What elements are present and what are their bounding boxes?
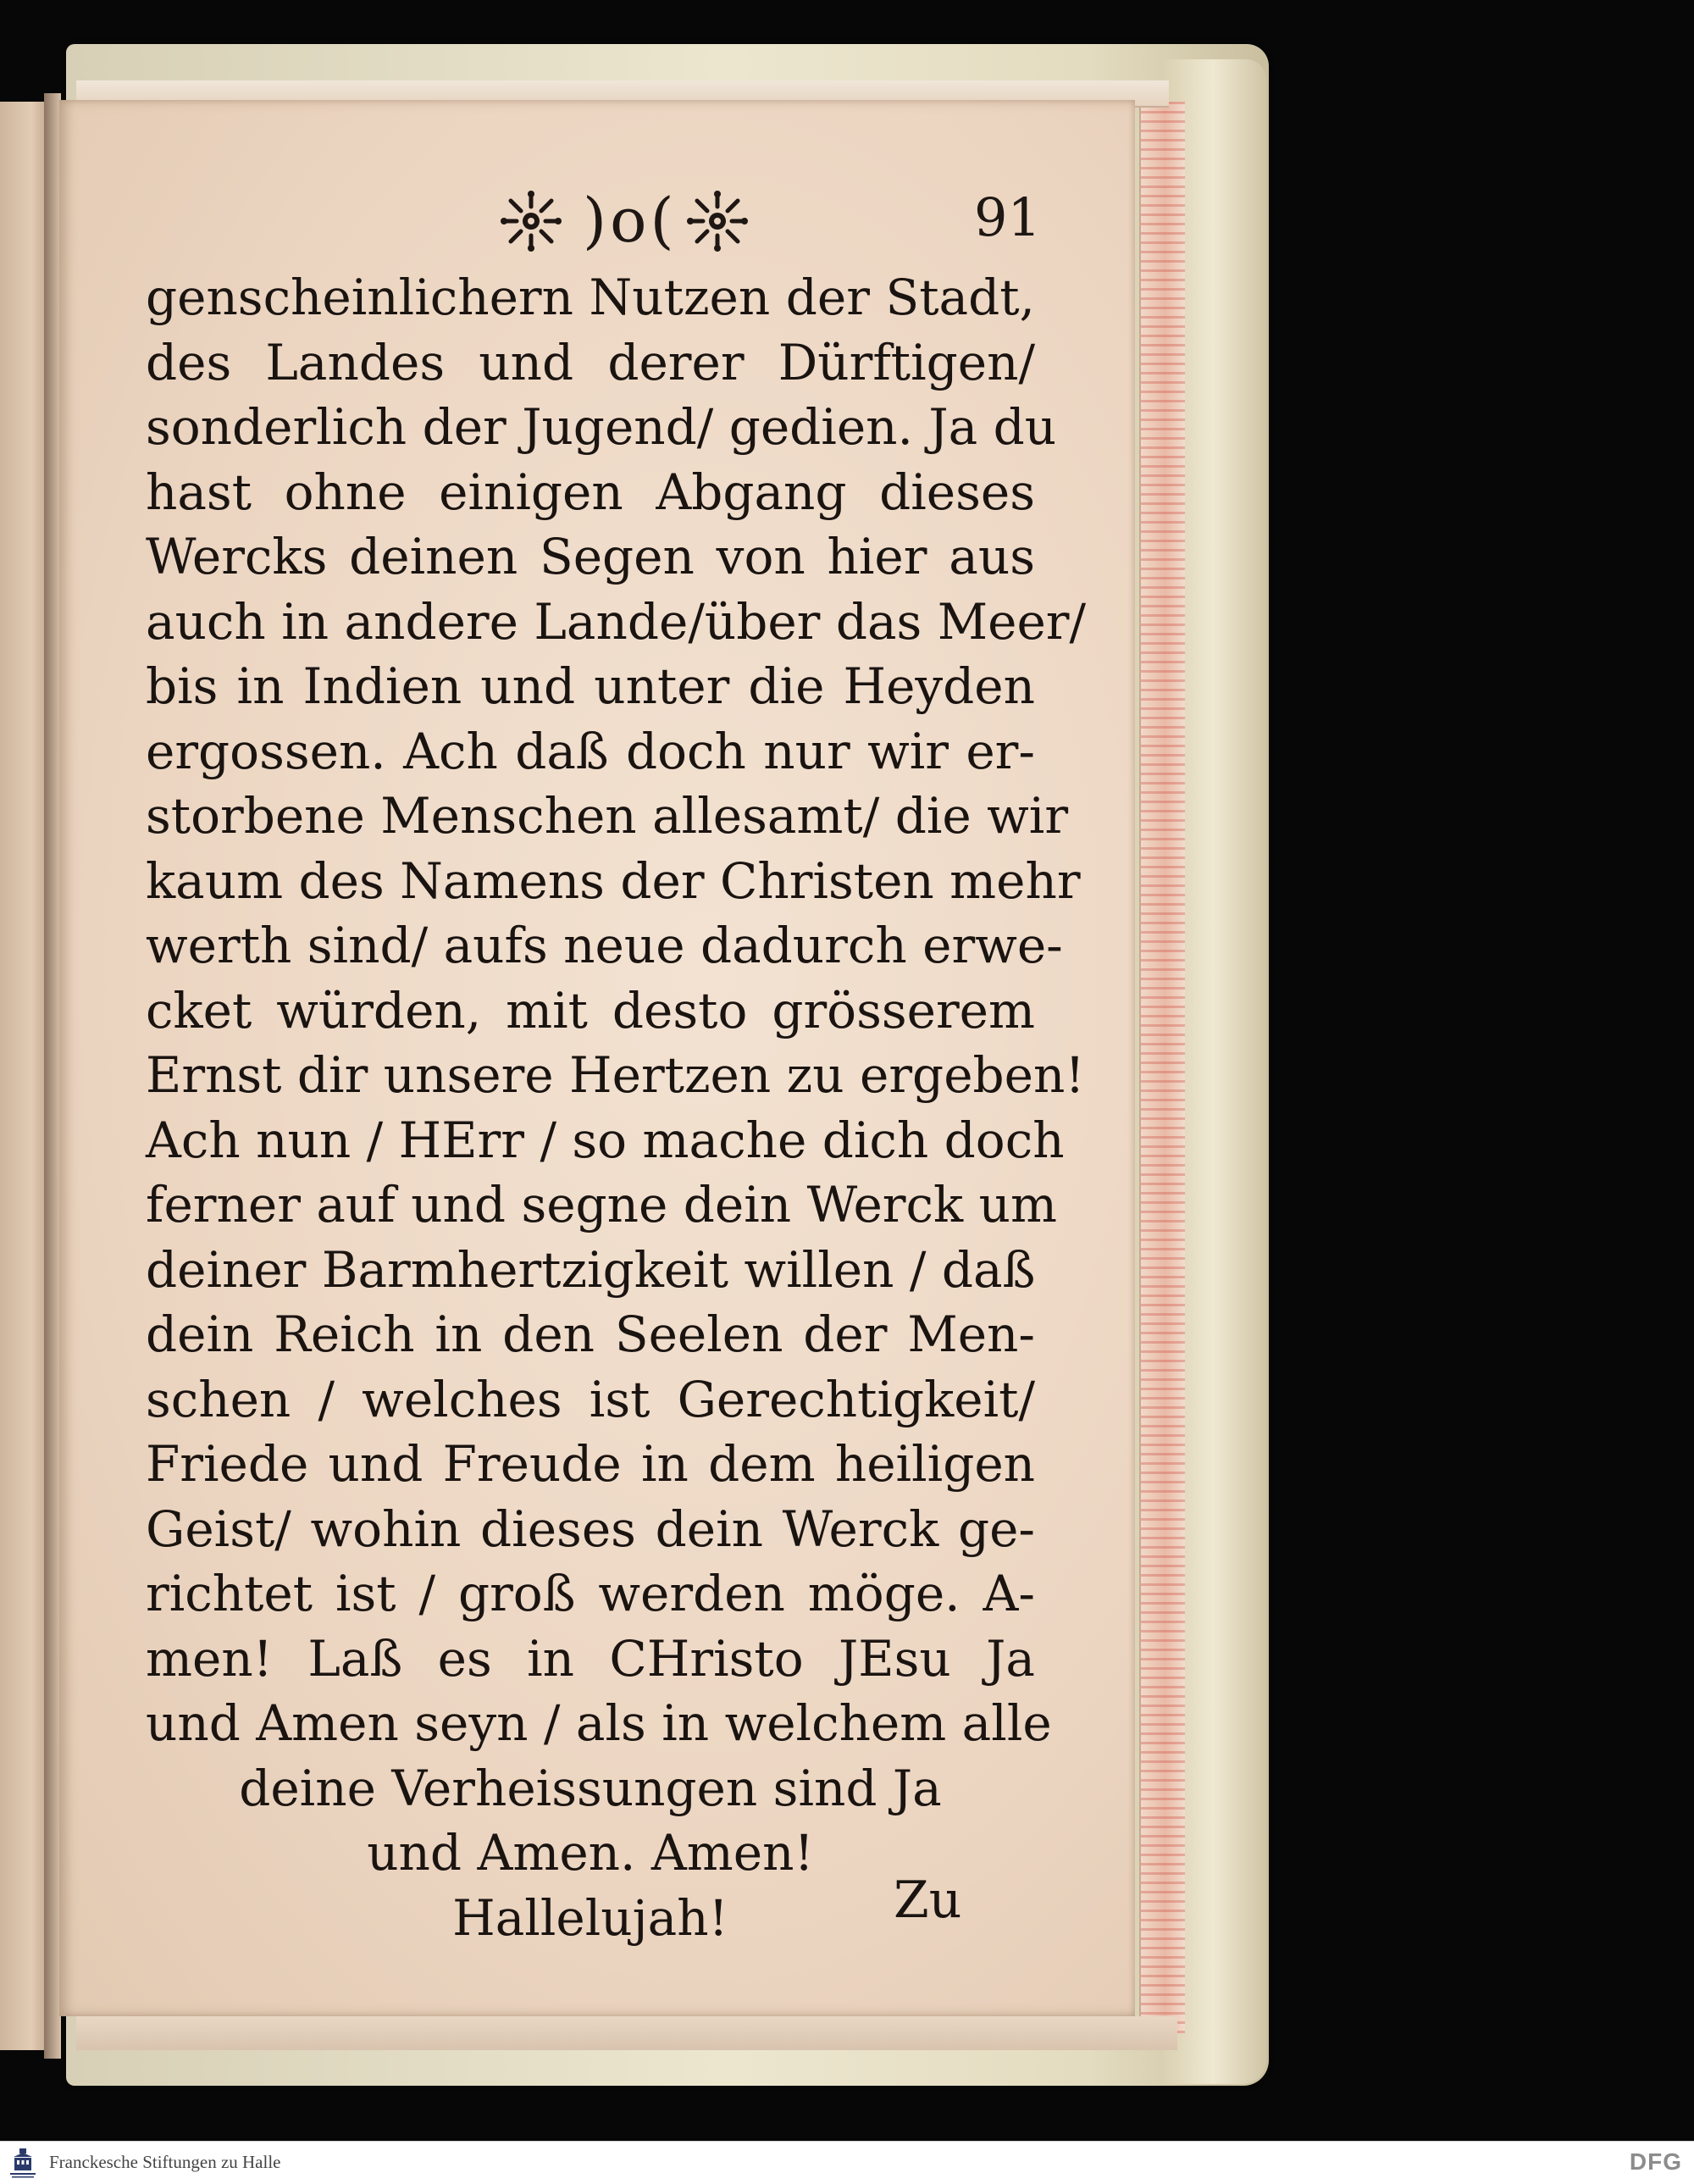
page-number: 91 [974,186,1041,248]
book-gutter [44,93,61,2059]
text-line: sonderlich der Jugend/ gedien. Ja du [146,398,1057,456]
text-line: und Amen seyn / als in welchem alle [146,1694,1052,1752]
text-line: Wercks deinen Segen von hier aus [146,528,1035,585]
viewer-footer [0,2141,1694,2184]
text-line: storbene Menschen allesamt/ die wir [146,787,1069,845]
text-line: des Landes und derer Dürftigen/ [146,333,1035,391]
text-line: ferner auf und segne dein Werck um [146,1176,1057,1233]
dfg-logo: DFG [1629,2148,1682,2175]
text-line: richtet ist / groß werden möge. A- [146,1565,1035,1622]
text-line: Ach nun / HErr / so mache dich doch [146,1111,1065,1169]
text-line: deiner Barmhertzigkeit willen / daß [146,1240,1036,1299]
text-line: dein Reich in den Seelen der Men- [146,1305,1035,1363]
text-line: genscheinlichern Nutzen der Stadt, [146,269,1035,326]
bottom-page-edges [76,2016,1177,2050]
closing-line: deine Verheissungen sind Ja [239,1759,942,1817]
closing-line: Hallelujah! [452,1888,728,1947]
text-line: schen / welches ist Gerechtigkeit/ [146,1370,1035,1428]
printed-page [59,100,1135,2016]
red-speckled-page-edge [1139,102,1185,2033]
catchword: Zu [894,1871,962,1930]
text-line: Ernst dir unsere Hertzen zu ergeben! [146,1046,1085,1104]
franckesche-stiftungen-logo-icon [5,2145,41,2181]
text-line: cket würden, mit desto grösserem [146,981,1035,1039]
closing-line: und Amen. Amen! [367,1824,814,1882]
text-line: kaum des Namens der Christen mehr [146,851,1081,910]
text-line: auch in andere Lande/über das Meer/ [146,592,1087,651]
institution-name: Franckesche Stiftungen zu Halle [49,2152,281,2172]
text-line: hast ohne einigen Abgang dieses [146,463,1035,521]
page-header [432,185,1110,261]
text-line: werth sind/ aufs neue dadurch erwe- [146,917,1063,974]
floral-ornament-icon [500,190,562,252]
floral-ornament-icon [686,190,749,252]
text-line: Friede und Freude in dem heiligen [146,1435,1035,1493]
text-line: ergossen. Ach daß doch nur wir er- [146,722,1035,780]
text-line: bis in Indien und unter die Heyden [146,657,1035,715]
text-line: men! Laß es in CHristo JEsu Ja [146,1629,1035,1688]
header-mark: )o( [583,185,678,256]
text-line: Geist/ wohin dieses dein Werck ge- [146,1499,1035,1558]
body-text [146,265,1087,1950]
